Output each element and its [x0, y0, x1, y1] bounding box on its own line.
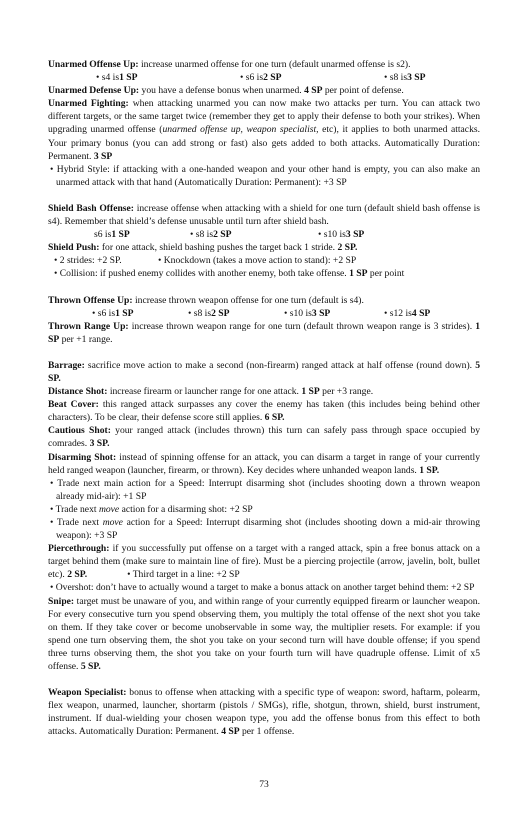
- overshot-bullet: • Overshot: don’t have to actually wound a target to make a bonus attack on another target behind them: +2 SP: [50, 582, 475, 594]
- cost-item: • s8 is3 SP: [384, 72, 426, 84]
- entry-name: Unarmed Offense Up:: [48, 59, 139, 70]
- entry-name: Shield Bash Offense:: [48, 202, 134, 214]
- entry-name: Cautious Shot:: [48, 425, 111, 437]
- cautious-shot-entry: Cautious Shot: your ranged attack (includes thrown) this turn can safely pass through space occupied by comrades. 3 SP.: [48, 425, 481, 450]
- cost-item: • s10 is3 SP: [284, 307, 331, 319]
- two-strides-bullet: • 2 strides: +2 SP.: [54, 255, 122, 267]
- cost-item: • s10 is3 SP: [318, 229, 365, 241]
- disarm-bullet-main-action: • Trade next main action for a Speed: Interrupt disarming shot (includes shooting down a thrown weapon already mid-air): +1 SP: [50, 477, 480, 502]
- cost-item: • s8 is2 SP: [188, 307, 230, 319]
- entry-name: Thrown Offense Up:: [48, 294, 133, 306]
- barrage-entry: Barrage: sacrifice move action to make a second (non-firearm) ranged attack at half offense (round down). 5 SP.: [48, 359, 480, 384]
- weapon-specialist-entry: Weapon Specialist: bonus to offense when attacking with a specific type of weapon: sword, haftarm, polearm, flex weapon, unarmed, launcher, shortarm (pistols / SMGs), rifle, shotgun, thrown, shield, burst instrument, instrument. If dual-wielding your chosen weapon type, you add the offense bonus from this effect to both attacks. Automatically Duration: Permanent. 4 SP per 1 offense.: [48, 687, 480, 738]
- entry-name: Distance Shot:: [48, 386, 108, 398]
- knockdown-bullet: • Knockdown (takes a move action to stand): +2 SP: [158, 255, 357, 267]
- shield-push-bullets: [48, 254, 480, 267]
- disarm-bullet-interrupt: • Trade next move action for a Speed: Interrupt disarming shot (includes shooting down a mid-air throwing weapon): +3 SP: [50, 517, 480, 542]
- entry-name: Barrage:: [48, 359, 85, 371]
- shield-push-entry: Shield Push: for one attack, shield bashing pushes the target back 1 stride. 2 SP.: [48, 242, 358, 254]
- entry-name: Beat Cover:: [48, 399, 99, 411]
- hybrid-style-bullet: • Hybrid Style: if attacking with a one-handed weapon and your other hand is empty, you can also make an unarmed attack with that hand (Automatically Duration: Permanent): +3 SP: [50, 163, 480, 188]
- collision-bullet: • Collision: if pushed enemy collides with another enemy, both take offense. 1 SP per point: [54, 268, 405, 280]
- page-content: [48, 58, 480, 739]
- cost-item: • s6 is1 SP: [92, 307, 134, 319]
- thrown-range-entry: Thrown Range Up: increase thrown weapon range for one turn (default thrown weapon range is 3 strides). 1 SP per +1 range.: [48, 320, 480, 345]
- unarmed-offense-costs: [48, 71, 480, 84]
- shield-bash-costs: [48, 228, 480, 241]
- entry-name: Piercethrough:: [48, 543, 110, 555]
- entry-name: Unarmed Defense Up:: [48, 85, 140, 97]
- cost-item: • s12 is4 SP: [384, 307, 431, 319]
- unarmed-defense-entry: Unarmed Defense Up: you have a defense bonus when unarmed. 4 SP per point of defense.: [48, 85, 404, 97]
- entry-name: Weapon Specialist:: [48, 687, 127, 699]
- beat-cover-entry: Beat Cover: this ranged attack surpasses any cover the enemy has taken (this includes being behind other characters). To be clear, their defense score still applies. 6 SP.: [48, 399, 480, 424]
- cost-item: • s4 is1 SP: [96, 72, 138, 84]
- shield-bash-entry: Shield Bash Offense: increase offense when attacking with a shield for one turn (default shield bash offense is s4). Remember that shield’s defense unusable until turn after shield bash.: [48, 202, 481, 228]
- thrown-offense-costs: [48, 307, 480, 320]
- unarmed-fighting-entry: Unarmed Fighting: when attacking unarmed you can now make two attacks per turn. You can attack two different targets, or the same target twice (remember they get to apply their defense to both your strikes). When upgrading unarmed offense (unarmed offense up, weapon specialist, etc), it applies to both unarmed attacks. Your primary bonus (you can add strong or fast) also gets added to both attacks. Automatically Duration: Permanent. 3 SP: [48, 98, 480, 162]
- entry-name: Thrown Range Up:: [48, 320, 129, 332]
- entry-name: Shield Push:: [48, 242, 100, 254]
- cost-item: s6 is1 SP: [94, 229, 130, 241]
- cost-item: • s8 is2 SP: [190, 229, 232, 241]
- cost-item: • s6 is2 SP: [240, 72, 282, 84]
- unarmed-offense-entry: Unarmed Offense Up: increase unarmed offense for one turn (default unarmed offense is s2).: [48, 59, 411, 70]
- disarm-bullet-move-action: • Trade next move action for a disarming shot: +2 SP: [50, 503, 253, 515]
- piercethrough-entry: Piercethrough: if you successfully put offense on a target with a ranged attack, spin a free bonus attack on a target behind them (make sure to maintain line of fire). Must be a piercing projectile (arrow, javelin, bolt, bullet etc). 2 SP. • Third target in a line: +2 SP: [48, 543, 480, 581]
- page-number: 73: [259, 779, 269, 790]
- entry-name: Disarming Shot:: [48, 451, 117, 463]
- snipe-entry: Snipe: target must be unaware of you, and within range of your currently equipped firearm or launcher weapon. For every consecutive turn you spend observing them, you multiply the total offense of the next shot you take on them. If they take cover or become unobservable in some way, the multiplier resets. For example: if you spend one turn observing them, the shot you take on your second turn will have double offense; if you spend three turns observing them, the shot you take on your fourth turn will have quadruple offense. Limit of x5 offense. 5 SP.: [48, 595, 480, 673]
- thrown-offense-entry: Thrown Offense Up: increase thrown weapon offense for one turn (default is s4).: [48, 294, 364, 306]
- disarming-shot-entry: Disarming Shot: instead of spinning offense for an attack, you can disarm a target in range of your currently held ranged weapon (launcher, firearm, or thrown). Key decides where unhanded weapon lands. 1 SP.: [48, 451, 480, 476]
- entry-name: Snipe:: [48, 595, 75, 607]
- third-target-bullet: • Third target in a line: +2 SP: [127, 569, 240, 581]
- entry-name: Unarmed Fighting:: [48, 98, 129, 110]
- distance-shot-entry: Distance Shot: increase firearm or launcher range for one attack. 1 SP per +3 range.: [48, 386, 374, 398]
